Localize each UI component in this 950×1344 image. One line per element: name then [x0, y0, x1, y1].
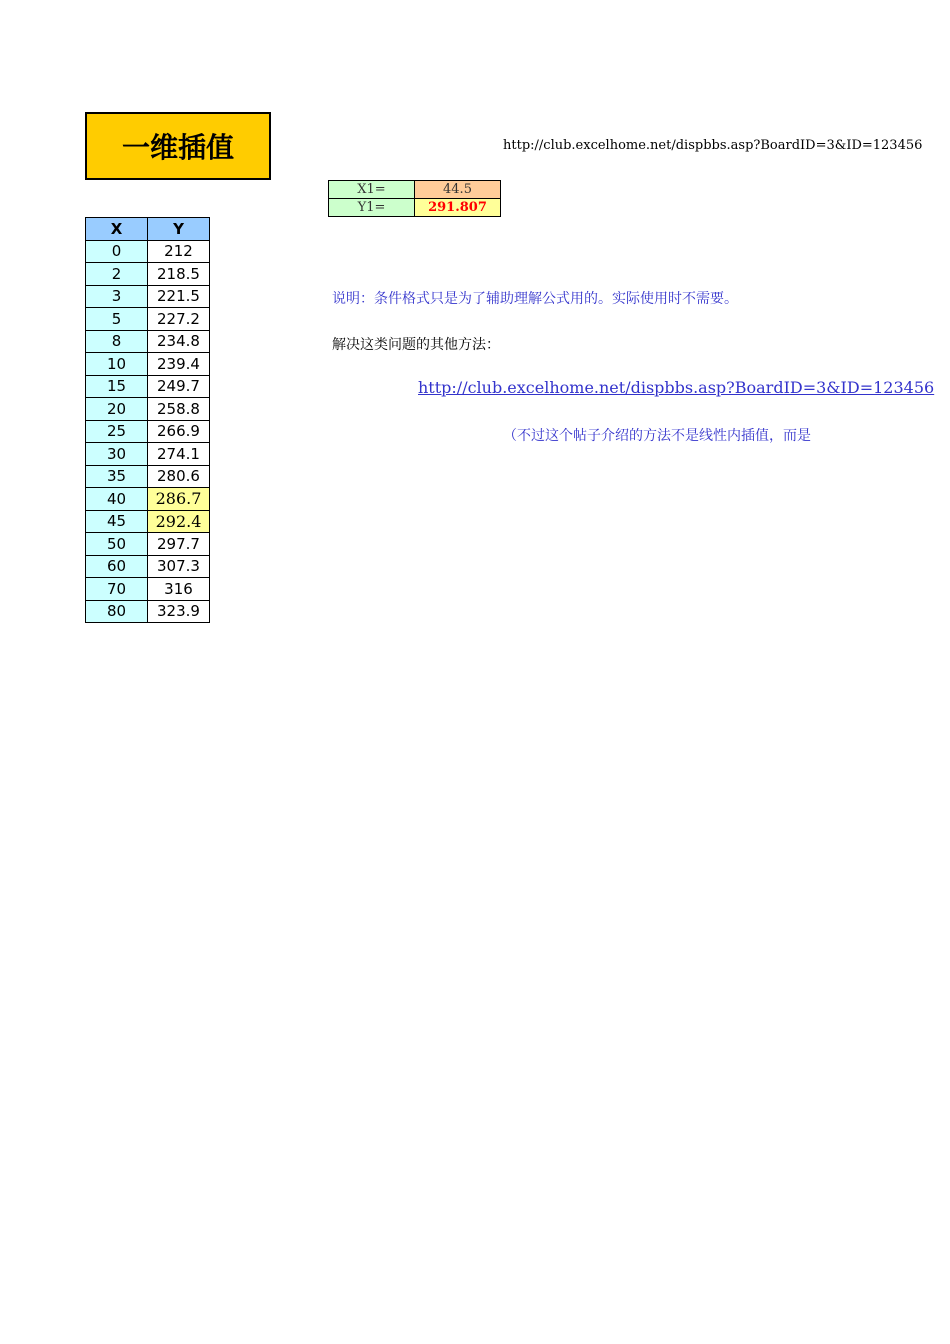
- x-cell[interactable]: 10: [86, 353, 148, 376]
- y-cell[interactable]: 280.6: [148, 465, 210, 488]
- table-body: [86, 240, 210, 623]
- x1-label: X1=: [329, 181, 415, 199]
- y-cell[interactable]: 239.4: [148, 353, 210, 376]
- x-cell[interactable]: 40: [86, 488, 148, 511]
- y-cell[interactable]: 323.9: [148, 600, 210, 623]
- y-cell[interactable]: 234.8: [148, 330, 210, 353]
- y-cell[interactable]: 218.5: [148, 263, 210, 286]
- y-cell[interactable]: 292.4: [148, 510, 210, 533]
- y-cell[interactable]: 266.9: [148, 420, 210, 443]
- y-cell[interactable]: 307.3: [148, 555, 210, 578]
- y-cell[interactable]: 249.7: [148, 375, 210, 398]
- table-row: [86, 263, 210, 286]
- x-cell[interactable]: 35: [86, 465, 148, 488]
- calc-table: [328, 180, 501, 217]
- table-row: [86, 488, 210, 511]
- column-header-x[interactable]: X: [86, 218, 148, 241]
- y-cell[interactable]: 227.2: [148, 308, 210, 331]
- table-row: [86, 600, 210, 623]
- x-cell[interactable]: 70: [86, 578, 148, 601]
- y1-label: Y1=: [329, 199, 415, 217]
- xy-data-table: [85, 217, 210, 623]
- table-row: [86, 308, 210, 331]
- table-row: [86, 330, 210, 353]
- x-cell[interactable]: 45: [86, 510, 148, 533]
- other-methods-label: 解决这类问题的其他方法：: [332, 337, 500, 353]
- remark-text: （不过这个帖子介绍的方法不是线性内插值，而是: [503, 428, 811, 444]
- table-row: [86, 443, 210, 466]
- page-title: 一维插值: [85, 112, 271, 180]
- table-row: [86, 510, 210, 533]
- y-cell[interactable]: 297.7: [148, 533, 210, 556]
- x-cell[interactable]: 15: [86, 375, 148, 398]
- table-row: [86, 240, 210, 263]
- table-row: [86, 398, 210, 421]
- x-cell[interactable]: 8: [86, 330, 148, 353]
- calc-row-x1: [329, 181, 501, 199]
- calc-row-y1: [329, 199, 501, 217]
- x-cell[interactable]: 80: [86, 600, 148, 623]
- table-row: [86, 420, 210, 443]
- y-cell[interactable]: 286.7: [148, 488, 210, 511]
- x-cell[interactable]: 25: [86, 420, 148, 443]
- x-cell[interactable]: 30: [86, 443, 148, 466]
- table-row: [86, 353, 210, 376]
- y-cell[interactable]: 258.8: [148, 398, 210, 421]
- x-cell[interactable]: 60: [86, 555, 148, 578]
- table-row: [86, 533, 210, 556]
- table-row: [86, 375, 210, 398]
- y-cell[interactable]: 316: [148, 578, 210, 601]
- x-cell[interactable]: 0: [86, 240, 148, 263]
- x-cell[interactable]: 5: [86, 308, 148, 331]
- x-cell[interactable]: 3: [86, 285, 148, 308]
- table-row: [86, 578, 210, 601]
- y-cell[interactable]: 221.5: [148, 285, 210, 308]
- column-header-y[interactable]: Y: [148, 218, 210, 241]
- x-cell[interactable]: 20: [86, 398, 148, 421]
- source-url-text: http://club.excelhome.net/dispbbs.asp?BoardID=3&ID=123456: [503, 138, 923, 153]
- table-row: [86, 285, 210, 308]
- forum-link[interactable]: http://club.excelhome.net/dispbbs.asp?BoardID=3&ID=123456: [418, 378, 935, 397]
- y-cell[interactable]: 212: [148, 240, 210, 263]
- x-cell[interactable]: 2: [86, 263, 148, 286]
- y-cell[interactable]: 274.1: [148, 443, 210, 466]
- table-row: [86, 465, 210, 488]
- x-cell[interactable]: 50: [86, 533, 148, 556]
- y1-value-cell[interactable]: 291.807: [415, 199, 501, 217]
- table-header-row: [86, 218, 210, 241]
- table-row: [86, 555, 210, 578]
- note-text: 说明：条件格式只是为了辅助理解公式用的。实际使用时不需要。: [332, 291, 738, 307]
- x1-value-cell[interactable]: 44.5: [415, 181, 501, 199]
